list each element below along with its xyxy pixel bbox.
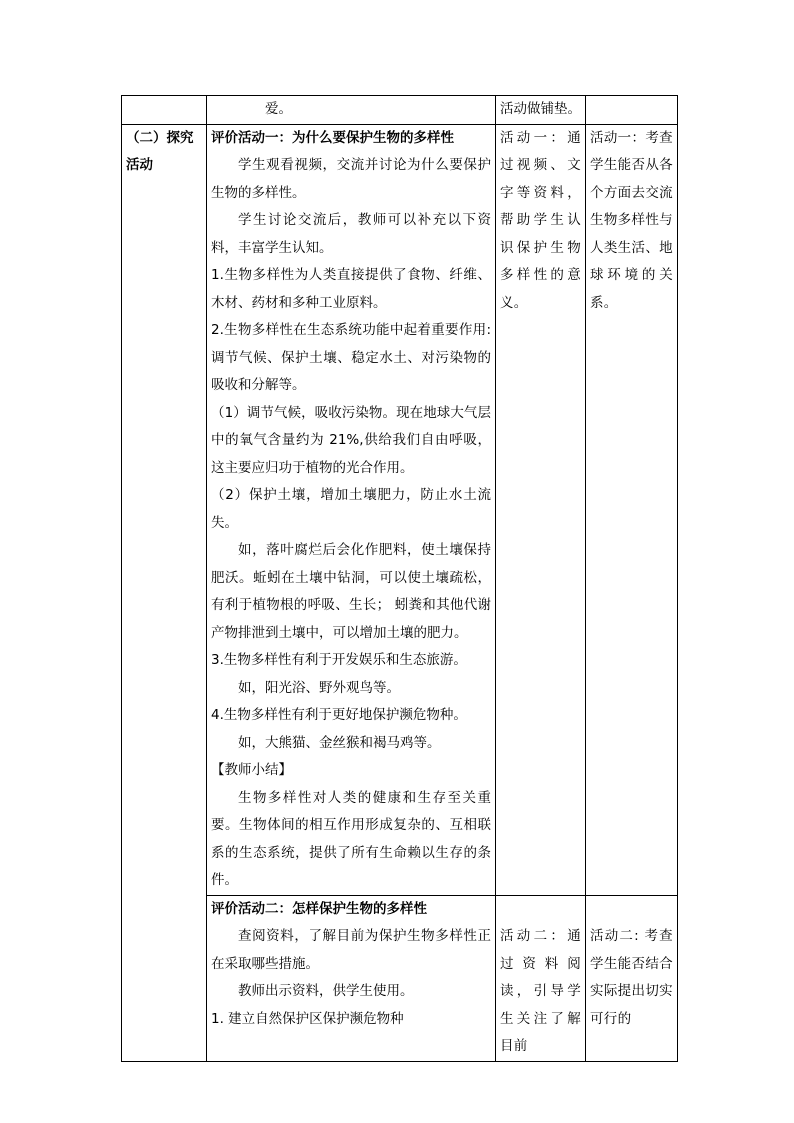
activity-content-cell [207,124,496,895]
paragraph: 4.生物多样性有利于更好地保护濒危物种。 [211,707,467,723]
paragraph: （2）保护土壤，增加土壤肥力，防止水土流失。 [211,487,491,531]
table-row [122,96,678,125]
lesson-plan-table [121,95,678,1062]
paragraph: 1. 建立自然保护区保护濒危物种 [211,1010,404,1027]
continued-content-cell: 爱。 [207,96,496,125]
activity-content-cell [207,895,496,1061]
paragraph: 如，阳光浴、野外观鸟等。 [238,679,400,696]
evaluation-cell: 活动一：考查学生能否从各个方面去交流生物多样性与人类生活、地球环境的关系。 [586,124,678,895]
paragraph: 教师出示资料，供学生使用。 [238,983,414,999]
paragraph: （1）调节气候，吸收污染物。现在地球大气层中的氧气含量约为 21%,供给我们自由呼吸，这主要应归功于植物的光合作用。 [211,404,491,476]
paragraph: 如，落叶腐烂后会化作肥料，使土壤保持肥沃。蚯蚓在土壤中钻洞，可以使土壤疏松，有利于植物根的呼吸、生长； 蚓粪和其他代谢产物排泄到土壤中，可以增加土壤的肥力。 [211,542,491,641]
paragraph: 3.生物多样性有利于开发娱乐和生态旅游。 [211,652,467,668]
table-cell-empty [122,96,207,125]
paragraph: 学生观看视频，交流并讨论为什么要保护生物的多样性。 [211,157,491,201]
activity2-title: 评价活动二：怎样保护生物的多样性 [211,900,427,917]
summary-heading: 【教师小结】 [211,762,292,778]
paragraph: 学生讨论交流后，教师可以补充以下资料，丰富学生认知。 [211,212,491,256]
evaluation-cell: 活动二: 考查学生能否结合实际提出切实可行的 [586,895,678,1061]
table-cell-empty [586,96,678,125]
design-intent-cell: 活动一：通过视频、文字等资料，帮助学生认识保护生物多样性的意义。 [496,124,586,895]
section-label: （二）探究活动 [122,124,207,1061]
paragraph: 1.生物多样性为人类直接提供了食物、纤维、木材、药材和多种工业原料。 [211,267,491,311]
design-intent-cell: 活动二：通过资料阅读，引导学生关注了解目前 [496,895,586,1061]
summary-paragraph: 生物多样性对人类的健康和生存至关重要。生物体间的相互作用形成复杂的、互相联系的生态系统，提供了所有生命赖以生存的条件。 [211,789,491,888]
paragraph: 如，大熊猫、金丝猴和褐马鸡等。 [238,734,441,751]
table-row [122,124,678,895]
continued-design-cell: 活动做铺垫。 [496,96,586,125]
paragraph: 2.生物多样性在生态系统功能中起着重要作用: 调节气候、保护土壤、稳定水土、对污染物的吸收和分解等。 [211,322,491,393]
paragraph: 查阅资料，了解目前为保护生物多样性正在采取哪些措施。 [211,928,491,972]
activity1-title: 评价活动一：为什么要保护生物的多样性 [211,129,454,146]
